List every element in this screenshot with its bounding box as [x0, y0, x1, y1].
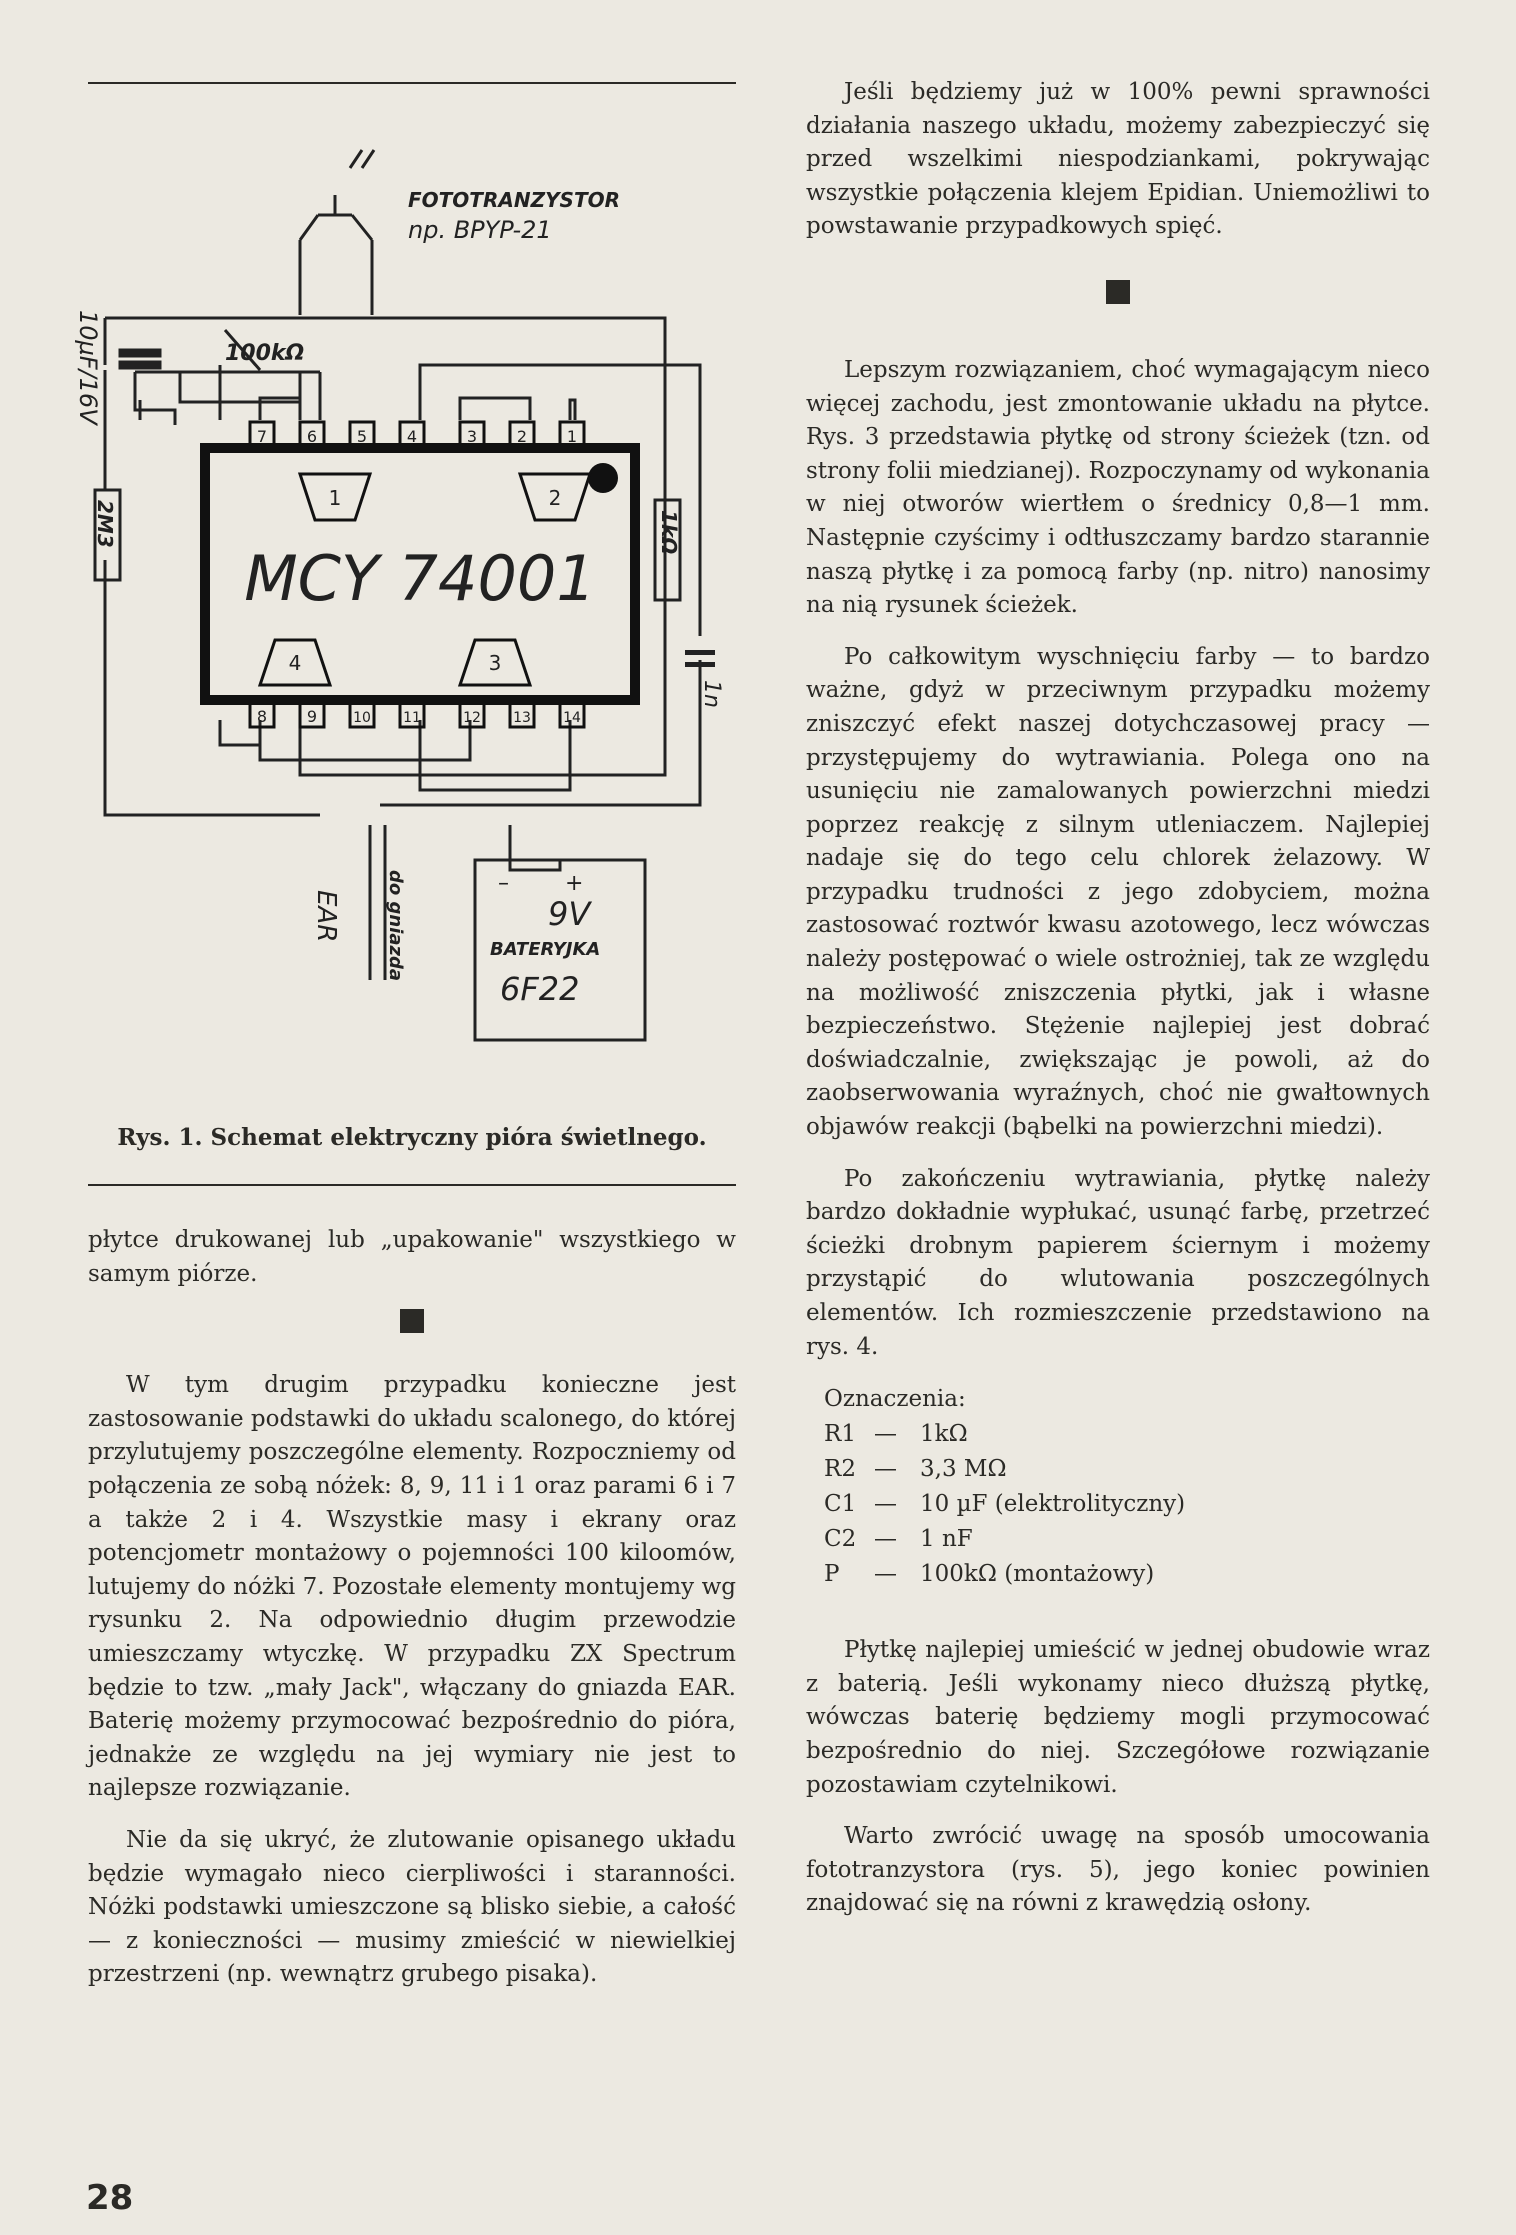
- pin-bottom-label: 9: [306, 707, 318, 726]
- right-paragraph: Lepszym rozwiązaniem, choć wymagającym nieco więcej zachodu, jest zmontowanie układu na płytce. Rys. 3 przedstawia płytkę od strony ścieżek (tzn. od strony folii miedzianej). Rozpoczynamy od wykonania w niej otworów wiertłem o średnicy 0,8—1 mm. Następnie czyścimy i odtłuszczamy bardzo starannie naszą płytkę i za pomocą farby (np. nitro) nanosimy na nią rysunek ścieżek.: [806, 356, 1430, 619]
- pin-top-label: 1: [566, 427, 578, 446]
- right-paragraph: Warto zwrócić uwagę na sposób umocowania fototranzystora (rys. 5), jego koniec powinien znajdować się na równi z krawędzią osłony.: [806, 1823, 1430, 1917]
- pin-bottom-label: 11: [403, 710, 421, 726]
- legend-dash: —: [874, 1526, 897, 1553]
- legend-value: 1kΩ: [920, 1421, 968, 1448]
- ear-label: EAR: [311, 890, 341, 943]
- pin-bottom-label: 8: [256, 707, 268, 726]
- resistor-1k-label: 1kΩ: [657, 510, 681, 555]
- right-paragraph: Po całkowitym wyschnięciu farby — to bardzo ważne, gdyż w przeciwnym przypadku możemy zniszczyć efekt naszej dotychczasowej pracy — przystępujemy do wytrawiania. Polega ono na usunięciu nie zamalowanych powierzchni miedzi poprzez reakcję z silnym utleniaczem. Najlepiej nadaje się do tego celu chlorek żelazowy. W przypadku trudności z jego zdobyciem, można zastosować roztwór kwasu azotowego, lecz wówczas należy postępować o wiele ostrożniej, tak ze względu na możliwość zniszczenia płytki, jak i własne bezpieczeństwo. Stężenie najlepiej jest dobrać doświadczalnie, zwiększając je powoli, aż do zaobserwowania wyraźnych, choć nie gwałtownych objawów reakcji (bąbelki na powierzchni miedzi).: [806, 643, 1430, 1141]
- legend-key: C1: [824, 1491, 857, 1518]
- legend-value: 3,3 MΩ: [920, 1456, 1007, 1483]
- chip-label: MCY 74001: [244, 542, 596, 615]
- pin-bottom-label: 10: [353, 710, 371, 726]
- pin-top-label: 5: [356, 427, 368, 446]
- legend-row: [824, 1487, 1430, 1522]
- gate-label: 3: [488, 651, 502, 675]
- pin-top-label: 7: [256, 427, 268, 446]
- to-socket-label: do gniazda: [385, 870, 406, 982]
- legend-key: R2: [824, 1456, 856, 1483]
- legend-title: Oznaczenia:: [824, 1386, 966, 1413]
- legend-key: C2: [824, 1526, 857, 1553]
- battery-voltage: 9V: [548, 895, 591, 933]
- legend-value: 1 nF: [920, 1526, 973, 1553]
- resistor-2m3-label: 2M3: [93, 500, 117, 548]
- page-number: 28: [86, 2178, 134, 2218]
- legend-key: P: [824, 1561, 840, 1588]
- pin-bottom-label: 12: [463, 710, 481, 726]
- pin-bottom-label: 13: [513, 710, 531, 726]
- legend-row: [824, 1522, 1430, 1557]
- legend-dash: —: [874, 1491, 897, 1518]
- caption-rule: [88, 1184, 736, 1186]
- phototransistor-type: np. BPYP-21: [408, 216, 552, 244]
- left-paragraph: Nie da się ukryć, że zlutowanie opisanego układu będzie wymagało nieco cierpliwości i staranności. Nóżki podstawki umieszczone są blisko siebie, a całość — z konieczności — musimy zmieścić w niewielkiej przestrzeni (np. wewnątrz grubego pisaka).: [88, 1826, 736, 1988]
- pin-bottom-label: 14: [563, 710, 581, 726]
- legend-row: [824, 1557, 1430, 1592]
- legend-dash: —: [874, 1561, 897, 1588]
- section-separator: [400, 1309, 424, 1333]
- legend: [824, 1382, 1430, 1592]
- legend-key: R1: [824, 1421, 856, 1448]
- battery-minus: –: [498, 871, 509, 896]
- gate-label: 2: [548, 486, 562, 510]
- section-separator: [1106, 280, 1130, 304]
- c2-label: 1n: [699, 680, 724, 708]
- right-paragraph: Po zakończeniu wytrawiania, płytkę należy bardzo dokładnie wypłukać, usunąć farbę, przetrzeć ścieżki drobnym papierem ściernym i możemy przystąpić do wlutowania poszczególnych elementów. Ich rozmieszczenie przedstawiono na rys. 4.: [806, 1165, 1430, 1360]
- legend-dash: —: [874, 1421, 897, 1448]
- right-paragraph: Płytkę najlepiej umieścić w jednej obudowie wraz z baterią. Jeśli wykonamy nieco dłuższą płytkę, wówczas baterię będziemy mogli przymocować bezpośrednio do niej. Szczegółowe rozwiązanie pozostawiam czytelnikowi.: [806, 1637, 1430, 1798]
- pin-top-label: 4: [406, 427, 418, 446]
- legend-row: [824, 1452, 1430, 1487]
- left-column: [88, 1224, 736, 2010]
- gate-label: 1: [328, 486, 342, 510]
- right-column: [806, 76, 1430, 1939]
- left-paragraph: W tym drugim przypadku konieczne jest zastosowanie podstawki do układu scalonego, do której przylutujemy poszczególne elementy. Rozpoczniemy od połączenia ze sobą nóżek: 8, 9, 11 i 1 oraz parami 6 i 7 a także 2 i 4. Wszystkie masy i ekrany oraz potencjometr montażowy o pojemności 100 kiloomów, lutujemy do nóżki 7. Pozostałe elementy montujemy wg rysunku 2. Na odpowiednio długim przewodzie umieszczamy wtyczkę. W przypadku ZX Spectrum będzie to tzw. „mały Jack", włączany do gniazda EAR. Baterię możemy przymocować bezpośrednio do pióra, jednakże ze względu na jej wymiary nie jest to najlepsze rozwiązanie.: [88, 1372, 736, 1802]
- pins-top: [250, 422, 584, 446]
- legend-value: 100kΩ (montażowy): [920, 1561, 1155, 1588]
- legend-row: [824, 1417, 1430, 1452]
- legend-dash: —: [874, 1456, 897, 1483]
- cap-10uf-label: 10µF/16V: [74, 310, 102, 425]
- legend-value: 10 µF (elektrolityczny): [920, 1491, 1186, 1518]
- battery-type: 6F22: [500, 970, 580, 1008]
- right-paragraph: Jeśli będziemy już w 100% pewni sprawności działania naszego układu, możemy zabezpieczyć się przed wszelkimi niespodziankami, pokrywając wszystkie połączenia klejem Epidian. Uniemożliwi to powstawanie przypadkowych spięć.: [806, 79, 1430, 240]
- battery-plus: +: [565, 871, 584, 896]
- pot-label: 100kΩ: [225, 341, 305, 366]
- figure-caption: Rys. 1. Schemat elektryczny pióra świetlnego.: [117, 1124, 707, 1151]
- battery-word: BATERYJKA: [490, 939, 601, 960]
- pins-bottom: [250, 703, 584, 727]
- phototransistor-label: FOTOTRANZYSTOR: [408, 188, 621, 212]
- left-paragraph: płytce drukowanej lub „upakowanie" wszystkiego w samym piórze.: [88, 1227, 736, 1287]
- gate-label: 4: [288, 651, 302, 675]
- pin-top-label: 3: [466, 427, 478, 446]
- pin-top-label: 2: [516, 427, 528, 446]
- pin-top-label: 6: [306, 427, 318, 446]
